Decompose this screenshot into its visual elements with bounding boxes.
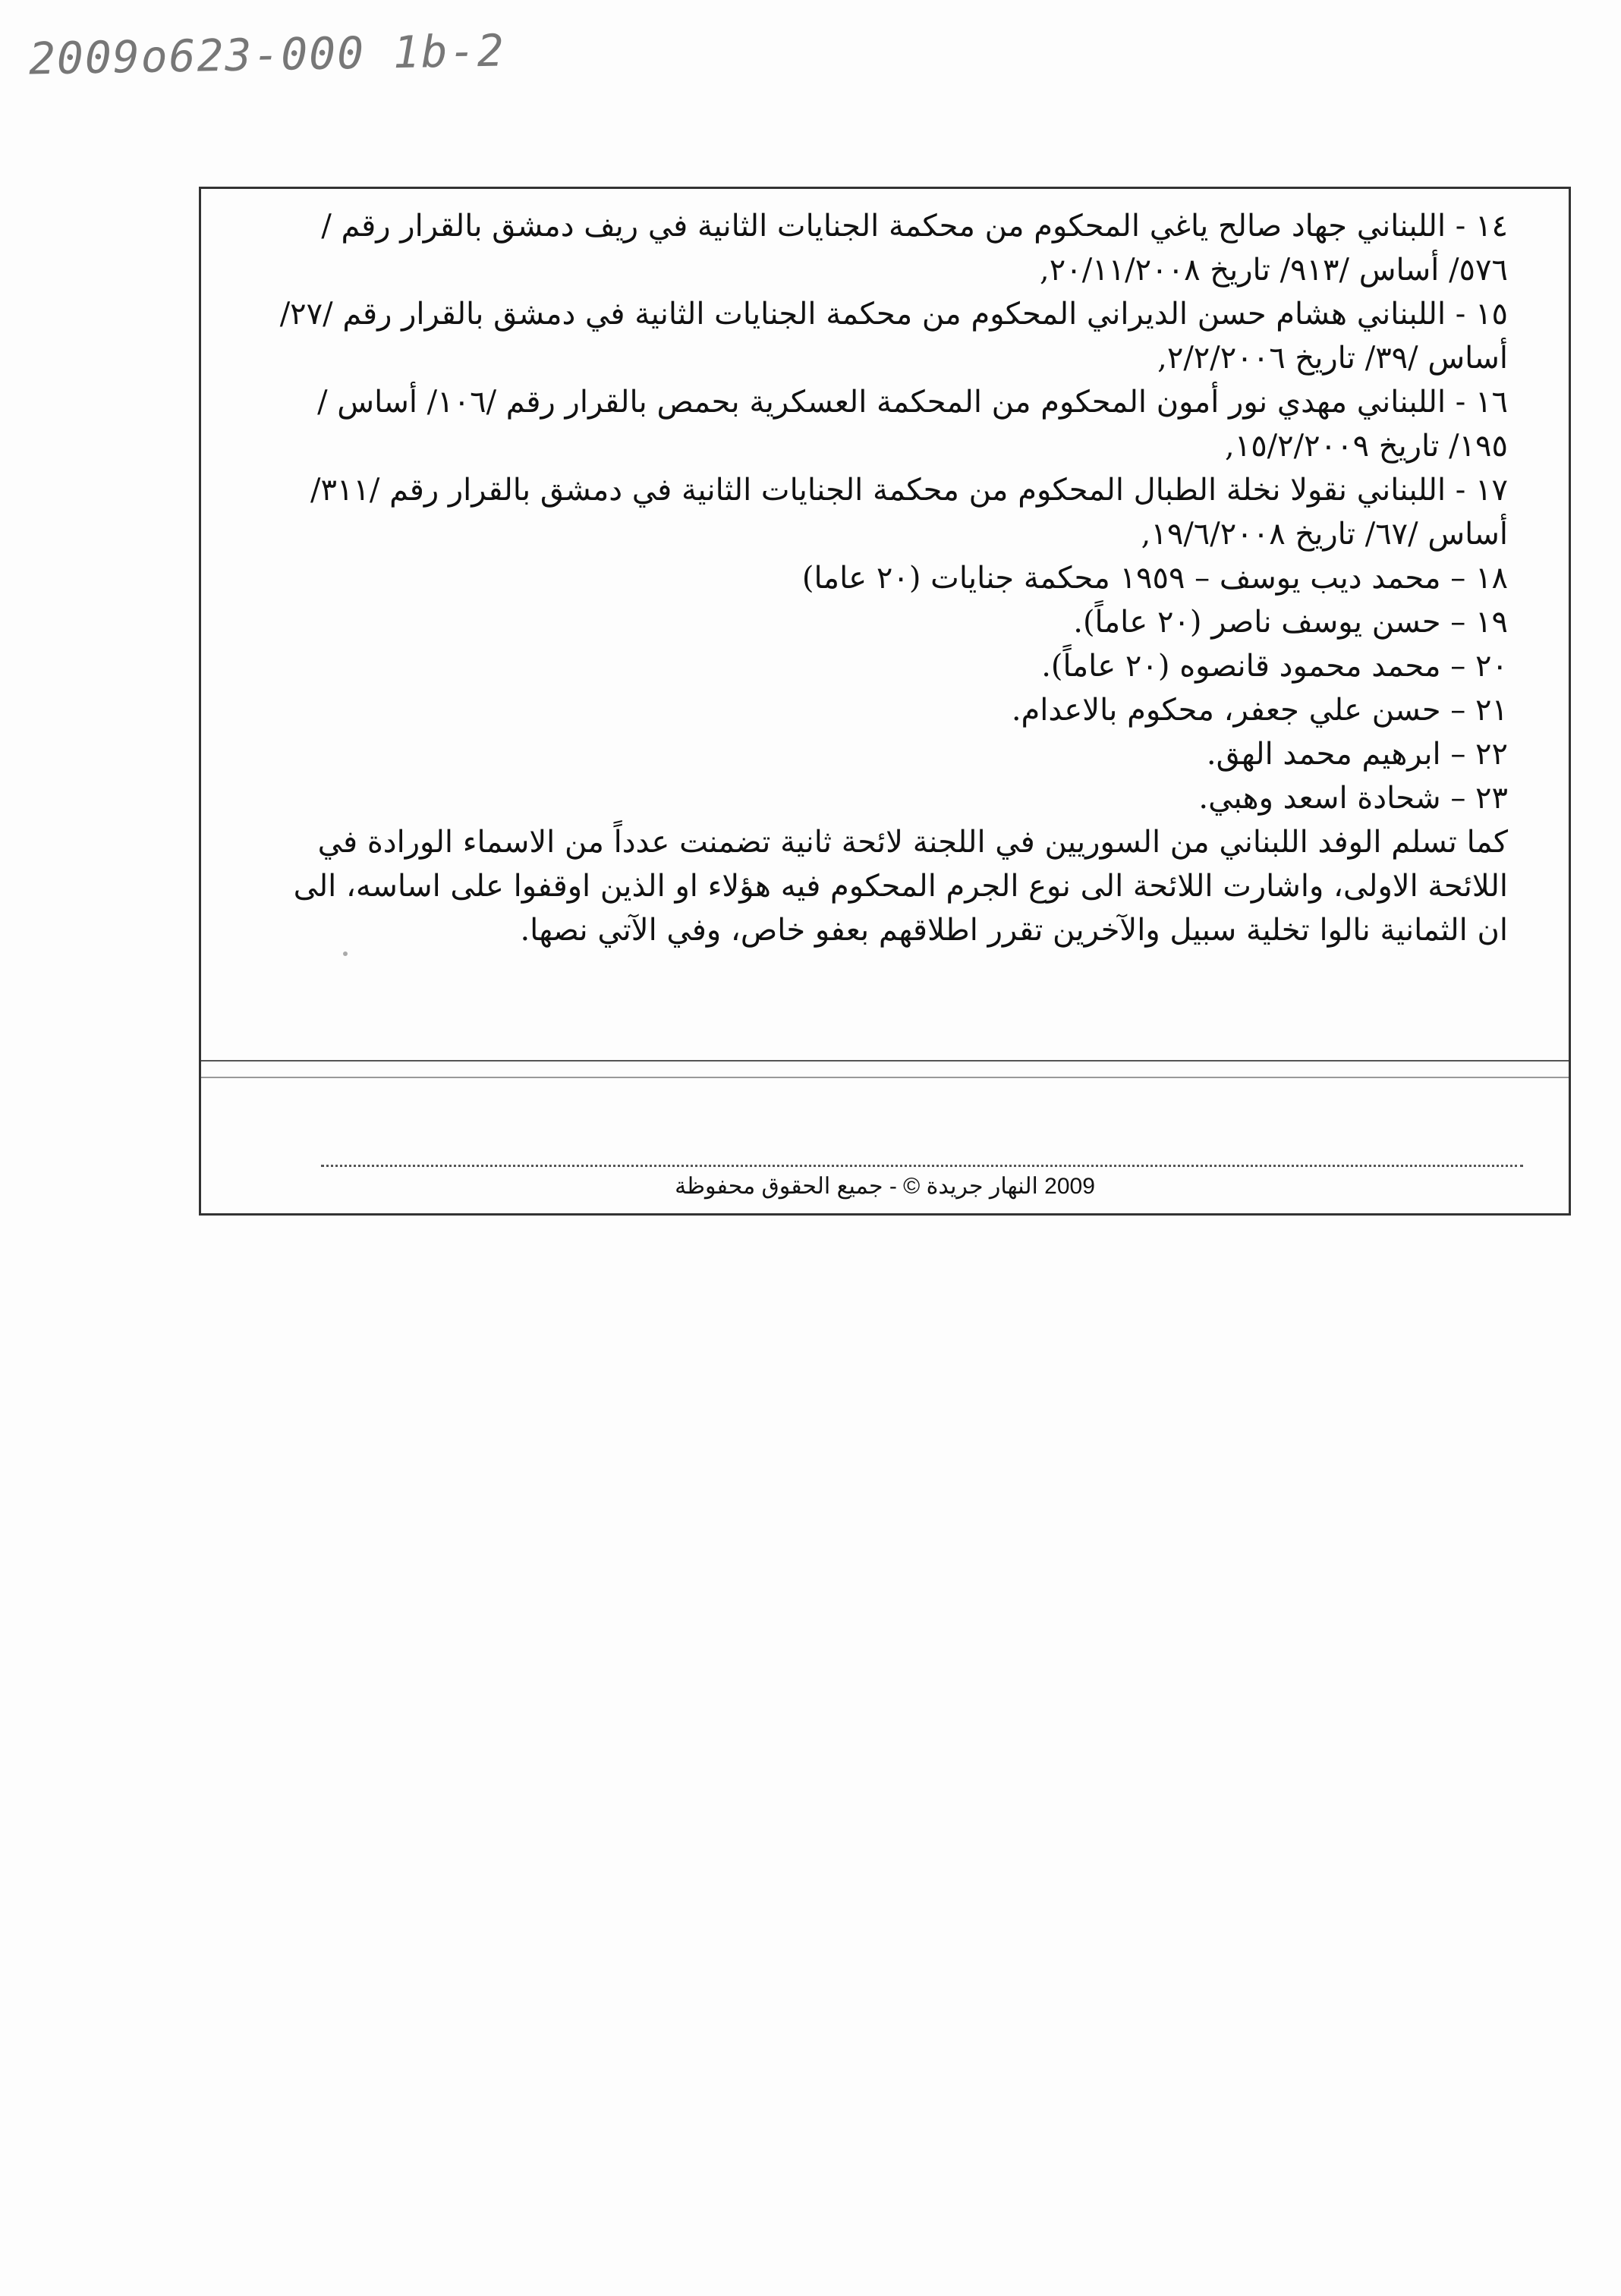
copyright-footer: 2009 النهار جريدة © - جميع الحقوق محفوظة xyxy=(675,1174,1095,1199)
divider-line xyxy=(201,1060,1569,1062)
list-item-18: ١٨ – محمد ديب يوسف – ١٩٥٩ محكمة جنايات (٢٠ عاما) xyxy=(801,561,1508,596)
closing-paragraph: كما تسلم الوفد اللبناني من السوريين في اللجنة لائحة ثانية تضمنت عدداً من الاسماء الورادة في اللائحة الاولى، واشارت اللائحة الى نوع الجرم المحكوم فيه هؤلاء او الذين اوقفوا على اساسه، الى ان الثمانية نالوا تخلية سبيل والآخرين تقرر اطلاقهم بعفو خاص، وفي الآتي نصها. xyxy=(293,825,1508,948)
article-body xyxy=(263,204,1508,952)
list-item-14: ١٤ - اللبناني جهاد صالح ياغي المحكوم من محكمة الجنايات الثانية في ريف دمشق بالقرار رقم /٥٧٦/ أساس /٩١٣/ تاريخ ٢٠/١١/٢٠٠٨, xyxy=(321,209,1508,288)
scan-speck xyxy=(343,951,348,956)
list-item-20: ٢٠ – محمد محمود قانصوه (٢٠ عاماً). xyxy=(1041,649,1508,684)
handwritten-document-id: 2009o623-000 1b-2 xyxy=(28,24,506,85)
list-item-16: ١٦ - اللبناني مهدي نور أمون المحكوم من المحكمة العسكرية بحمص بالقرار رقم /١٠٦/ أساس /١٩٥/ تاريخ ١٥/٢/٢٠٠٩, xyxy=(317,385,1508,464)
list-item-21: ٢١ – حسن علي جعفر، محكوم بالاعدام. xyxy=(1011,693,1508,728)
list-item-22: ٢٢ – ابرهيم محمد الهق. xyxy=(1206,737,1508,772)
article-frame xyxy=(199,187,1571,1216)
list-item-17: ١٧ - اللبناني نقولا نخلة الطبال المحكوم من محكمة الجنايات الثانية في دمشق بالقرار رقم /٣١١/ أساس /٦٧/ تاريخ ١٩/٦/٢٠٠٨, xyxy=(310,473,1508,552)
list-item-23: ٢٣ – شحادة اسعد وهبي. xyxy=(1198,781,1508,816)
dotted-separator xyxy=(321,1165,1523,1167)
list-item-15: ١٥ - اللبناني هشام حسن الديراني المحكوم من محكمة الجنايات الثانية في دمشق بالقرار رقم /٢٧/ أساس /٣٩/ تاريخ ٢/٢/٢٠٠٦, xyxy=(279,297,1508,376)
list-item-19: ١٩ – حسن يوسف ناصر (٢٠ عاماً). xyxy=(1073,605,1508,640)
divider-line-secondary xyxy=(201,1077,1569,1078)
